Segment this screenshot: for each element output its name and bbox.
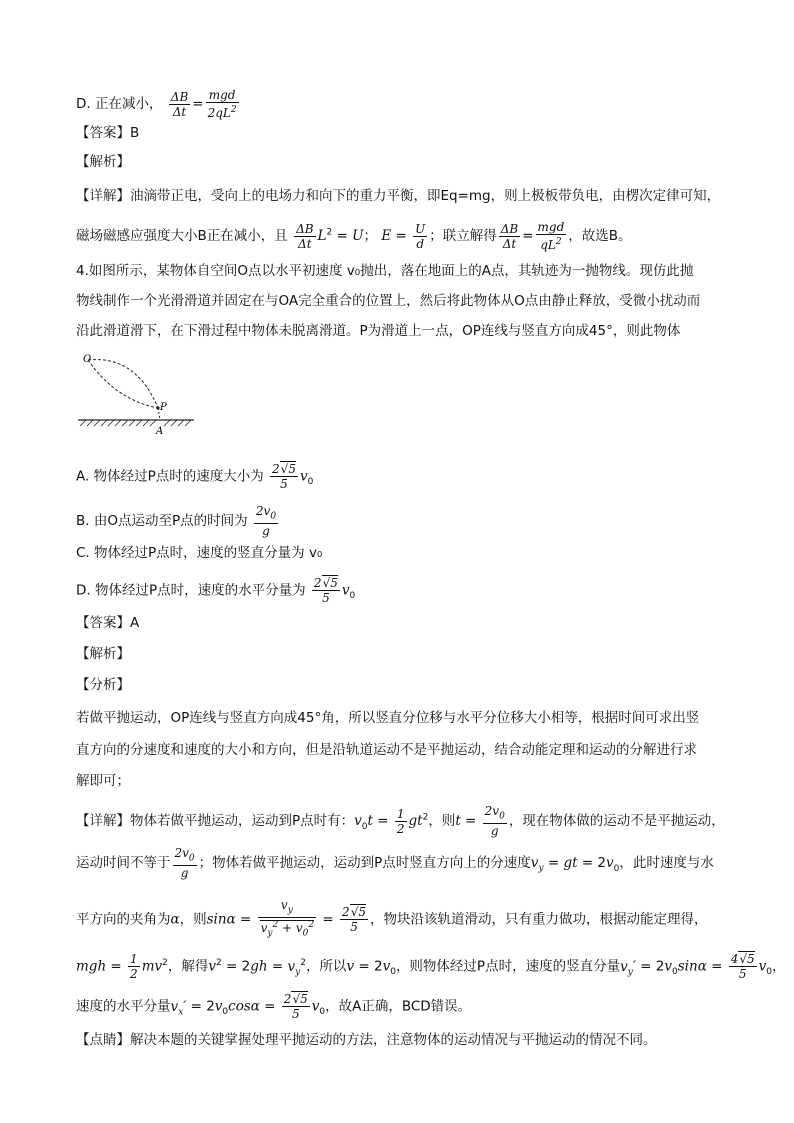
op-line (88, 360, 158, 408)
detail-l2-b: ；物体若做平抛运动，运动到P点时竖直方向上的分速度 (198, 855, 531, 872)
analysis-label-prev: 【解析】 (76, 154, 130, 170)
detail-l1-a: 【详解】物体若做平抛运动，运动到P点时有： (76, 813, 355, 830)
formula-2v0-g: $\frac{2v_0}{g}$ (255, 504, 277, 539)
detail-l4-c: ，则物体经过P点时，速度的竖直分量 (395, 958, 621, 975)
q4-analysis-label: 【解析】 (76, 646, 130, 662)
q4-detail-line5: 速度的水平分量$v_x' = 2v_0\cos\alpha$ = $\frac{2√5}{5}$ $v_0$，故A正确，BCD错误。 (76, 992, 472, 1021)
detail-prev-text-b: ； (363, 228, 378, 244)
answer-prev: 【答案】B (76, 125, 140, 141)
option-d-text: D. 物体经过P点时，速度的水平分量为 (76, 582, 306, 599)
q4-detail-line3: 平方向的夹角为α，则sinα = $\frac{v_y}{v_y^2 + v_0^2}$ = $\frac{2√5}{5}$ ，物块沿该轨道滑动，只有重力做功，根据动能定理得， (76, 898, 708, 939)
formula-2sqrt5-5: $\frac{2√5}{5}$ (272, 462, 296, 491)
detail-l1-b: ，则 (428, 813, 456, 830)
detail-l3-b: ，则 (179, 911, 207, 928)
formula-2sqrt5-5-d: $\frac{2√5}{5}$ (313, 576, 338, 605)
detail-prev-text-a: 磁场磁感应强度大小B正在减小，且 (76, 228, 288, 244)
q4-detail-line1: 【详解】物体若做平抛运动，运动到P点时有：$v_0t$ = $\frac{1}{2}$ $gt^2$，则t = $\frac{2v_0}{g}$ ，现在物体做的运动不是平抛运动， (76, 804, 725, 839)
trajectory-figure (76, 350, 206, 442)
formula-sin: $\frac{v_y}{v_y^2 + v_0^2}$ (258, 898, 317, 941)
formula-2v0-g-2: $\frac{2v_0}{g}$ (174, 846, 195, 881)
formula-db-dt-3: $\frac{\Delta B}{\Delta t}$ (500, 221, 519, 251)
q4-dianjing: 【点睛】解决本题的关键掌握处理平抛运动的方法，注意物体的运动情况与平抛运动的情况不同。 (76, 1032, 657, 1048)
detail-l5-b: ，故A正确，BCD错误。 (325, 998, 472, 1015)
option-d-prev: D. 正在减小， $\frac{\Delta B}{\Delta t}$ = $\frac{\text{mgd}}{2qL^2}$ (76, 88, 237, 120)
option-b-text: B. 由O点运动至P点的时间为 (76, 513, 248, 530)
label-o: O (83, 354, 92, 365)
detail-l4-b: ，所以 (305, 958, 347, 975)
label-a: A (156, 426, 164, 437)
detail-prev-text-d: ，故选B。 (568, 228, 632, 244)
option-c: C. 物体经过P点时，速度的竖直分量为 v₀ (76, 545, 323, 561)
formula-4sqrt5-5: $\frac{4√5}{5}$ (730, 952, 755, 981)
detail-prev-line1: 【详解】油滴带正电，受向上的电场力和向下的重力平衡，即Eq=mg，则上极板带负电，由楞次定律可知， (76, 188, 721, 204)
detail-l5-a: 速度的水平分量 (76, 998, 171, 1015)
option-a: A. 物体经过P点时的速度大小为 $\frac{2√5}{5}$ $v_0$ (76, 462, 314, 491)
formula-t: $\frac{2v_0}{g}$ (484, 804, 505, 839)
option-d: D. 物体经过P点时，速度的水平分量为 $\frac{2√5}{5}$ $v_0$ (76, 576, 356, 605)
detail-l4-a: ，解得 (167, 958, 209, 975)
detail-prev-line2: 磁场磁感应强度大小B正在减小，且 $\frac{\Delta B}{\Delta t}$ $L^2 = U$； E = $\frac{U}{d}$ ；联立解得 $\frac{\Delta B}{\Delta t}$ = $\frac{\text{mgd}}{qL^2}$ ，故选B。 (76, 220, 632, 252)
q4-fenxi-line1: 若做平抛运动，OP连线与竖直方向成45°角，所以竖直分位移与水平分位移大小相等，根据时间可求出竖 (76, 710, 700, 726)
q4-fenxi-line3: 解即可； (76, 773, 130, 789)
formula-u-d: $\frac{U}{d}$ (415, 221, 426, 251)
formula-half: $\frac{1}{2}$ (396, 806, 405, 836)
q4-stem-line3: 沿此滑道滑下，在下滑过程中物体未脱离滑道。P为滑道上一点，OP连线与竖直方向成45°，则此物体 (76, 323, 681, 339)
formula-db-dt: $\frac{\Delta B}{\Delta t}$ (170, 89, 189, 119)
detail-l1-c: ，现在物体做的运动不是平抛运动， (508, 813, 725, 830)
option-d-prev-text: D. 正在减小， (76, 96, 163, 112)
q4-stem-line2: 物线制作一个光滑滑道并固定在与OA完全重合的位置上，然后将此物体从O点由静止释放，受微小扰动而 (76, 293, 701, 309)
q4-fenxi-line2: 直方向的分速度和速度的大小和方向，但是沿轨道运动不是平抛运动，结合动能定理和运动的分解进行求 (76, 742, 697, 758)
detail-l3-c: ，物块沿该轨道滑动，只有重力做功，根据动能定理得， (369, 911, 708, 928)
formula-2sqrt5-5-b: $\frac{2√5}{5}$ (342, 904, 366, 934)
formula-mgd-2qL2: $\frac{\text{mgd}}{2qL^2}$ (207, 88, 237, 120)
formula-mgd-qL2: $\frac{\text{mgd}}{qL^2}$ (537, 220, 565, 252)
detail-l3-a: 平方向的夹角为 (76, 911, 171, 928)
q4-fenxi-label: 【分析】 (76, 677, 130, 693)
detail-l2-a: 运动时间不等于 (76, 855, 171, 872)
formula-half-2: $\frac{1}{2}$ (130, 952, 138, 981)
q4-answer: 【答案】A (76, 615, 140, 631)
q4-detail-line2: 运动时间不等于 $\frac{2v_0}{g}$ ；物体若做平抛运动，运动到P点时竖直方向上的分速度$v_y$ = gt = $2v_0$，此时速度与水 (76, 846, 714, 881)
formula-2sqrt5-5-c: $\frac{2√5}{5}$ (283, 992, 308, 1021)
option-a-text: A. 物体经过P点时的速度大小为 (76, 468, 264, 485)
label-p: P (160, 402, 167, 413)
formula-db-dt-2: $\frac{\Delta B}{\Delta t}$ (296, 221, 314, 251)
ground-hatch (80, 420, 191, 426)
detail-l2-c: ，此时速度与水 (619, 855, 714, 872)
q4-stem-line1: 4.如图所示，某物体自空间O点以水平初速度 v₀抛出，落在地面上的A点，其轨迹为一抛物线。现仿此抛 (76, 263, 694, 279)
detail-prev-text-c: ；联立解得 (429, 228, 497, 244)
trajectory-curve (88, 360, 158, 408)
q4-detail-line4: mgh = $\frac{1}{2}$ $mv^2$，解得$v^2 = 2gh = v_y^2$，所以$v = 2v_0$，则物体经过P点时，速度的竖直分量$v_y' = 2v_0\sin\alpha$ = $\frac{4√5}{5}$ $v_0$， (76, 952, 786, 981)
option-b (76, 504, 280, 538)
